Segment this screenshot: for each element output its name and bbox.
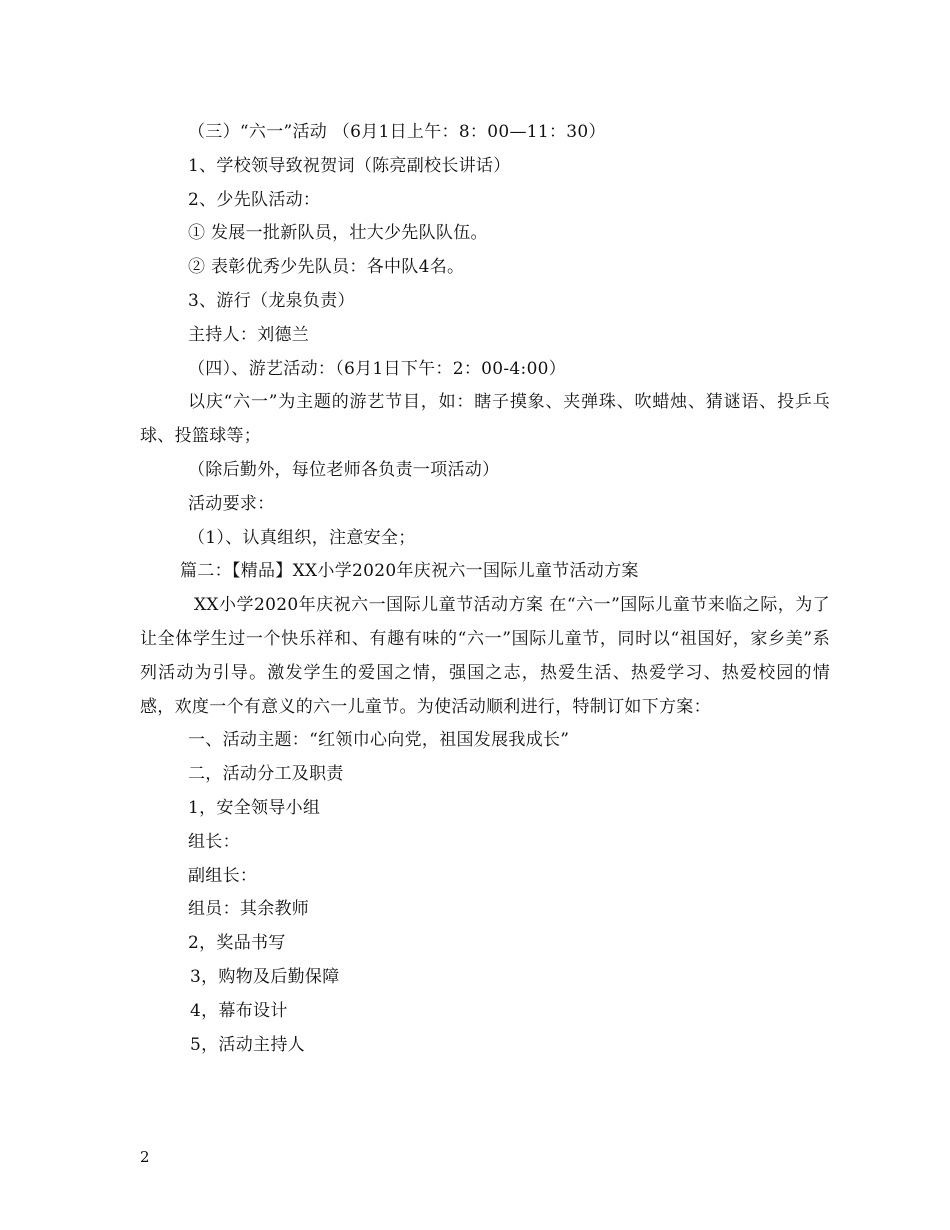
text-line: 一、活动主题：“红领巾心向党，祖国发展我成长”	[188, 730, 570, 751]
text-line: 3，购物及后勤保障	[190, 966, 340, 987]
text-line: 主持人：刘德兰	[188, 324, 310, 345]
text-line: （除后勤外，每位老师各负责一项活动）	[188, 459, 500, 480]
document-body	[140, 116, 830, 1062]
text-line: 5，活动主持人	[190, 1034, 305, 1055]
paragraph-intro: XX小学2020年庆祝六一国际儿童节活动方案 在“六一”国际儿童节来临之际，为了让全体学生过一个快乐祥和、有趣有味的“六一”国际儿童节，同时以“祖国好，家乡美”系列活动为引导。激发学生的爱国之情，强国之志，热爱生活、热爱学习、热爱校园的情感，欢度一个有意义的六一儿童节。为使活动顺利进行，特制订如下方案：	[140, 595, 830, 717]
text-line: ① 发展一批新队员，壮大少先队队伍。	[188, 223, 488, 244]
text-line: ② 表彰优秀少先队员：各中队4名。	[188, 257, 465, 278]
section-heading-three: （三）“六一”活动 （6月1日上午：8：00—11：30）	[188, 122, 606, 142]
text-line: 组长：	[188, 831, 240, 852]
page-number: 2	[140, 1148, 150, 1166]
text-line: 3、游行（龙泉负责）	[188, 290, 355, 311]
text-line: 组员：其余教师	[188, 899, 310, 920]
chapter-title: 篇二：【精品】XX小学2020年庆祝六一国际儿童节活动方案	[180, 561, 639, 582]
text-line: 4，幕布设计	[190, 1000, 288, 1021]
text-line: 2，奖品书写	[188, 933, 286, 954]
paragraph-games: 以庆“六一”为主题的游艺节目，如：瞎子摸象、夹弹珠、吹蜡烛、猜谜语、投乒乓球、投篮球等；	[140, 392, 830, 447]
text-line: 1，安全领导小组	[188, 797, 321, 818]
text-line: （1）、认真组织，注意安全；	[188, 527, 416, 548]
text-line: 1、学校领导致祝贺词（陈亮副校长讲话）	[188, 155, 511, 176]
section-heading-four: （四）、游艺活动：（6月1日下午：2：00-4:00）	[188, 358, 567, 379]
text-line: 二，活动分工及职责	[188, 764, 344, 785]
text-line: 副组长：	[188, 865, 258, 886]
text-line: 2、少先队活动：	[188, 189, 321, 210]
text-line: 活动要求：	[188, 493, 275, 514]
